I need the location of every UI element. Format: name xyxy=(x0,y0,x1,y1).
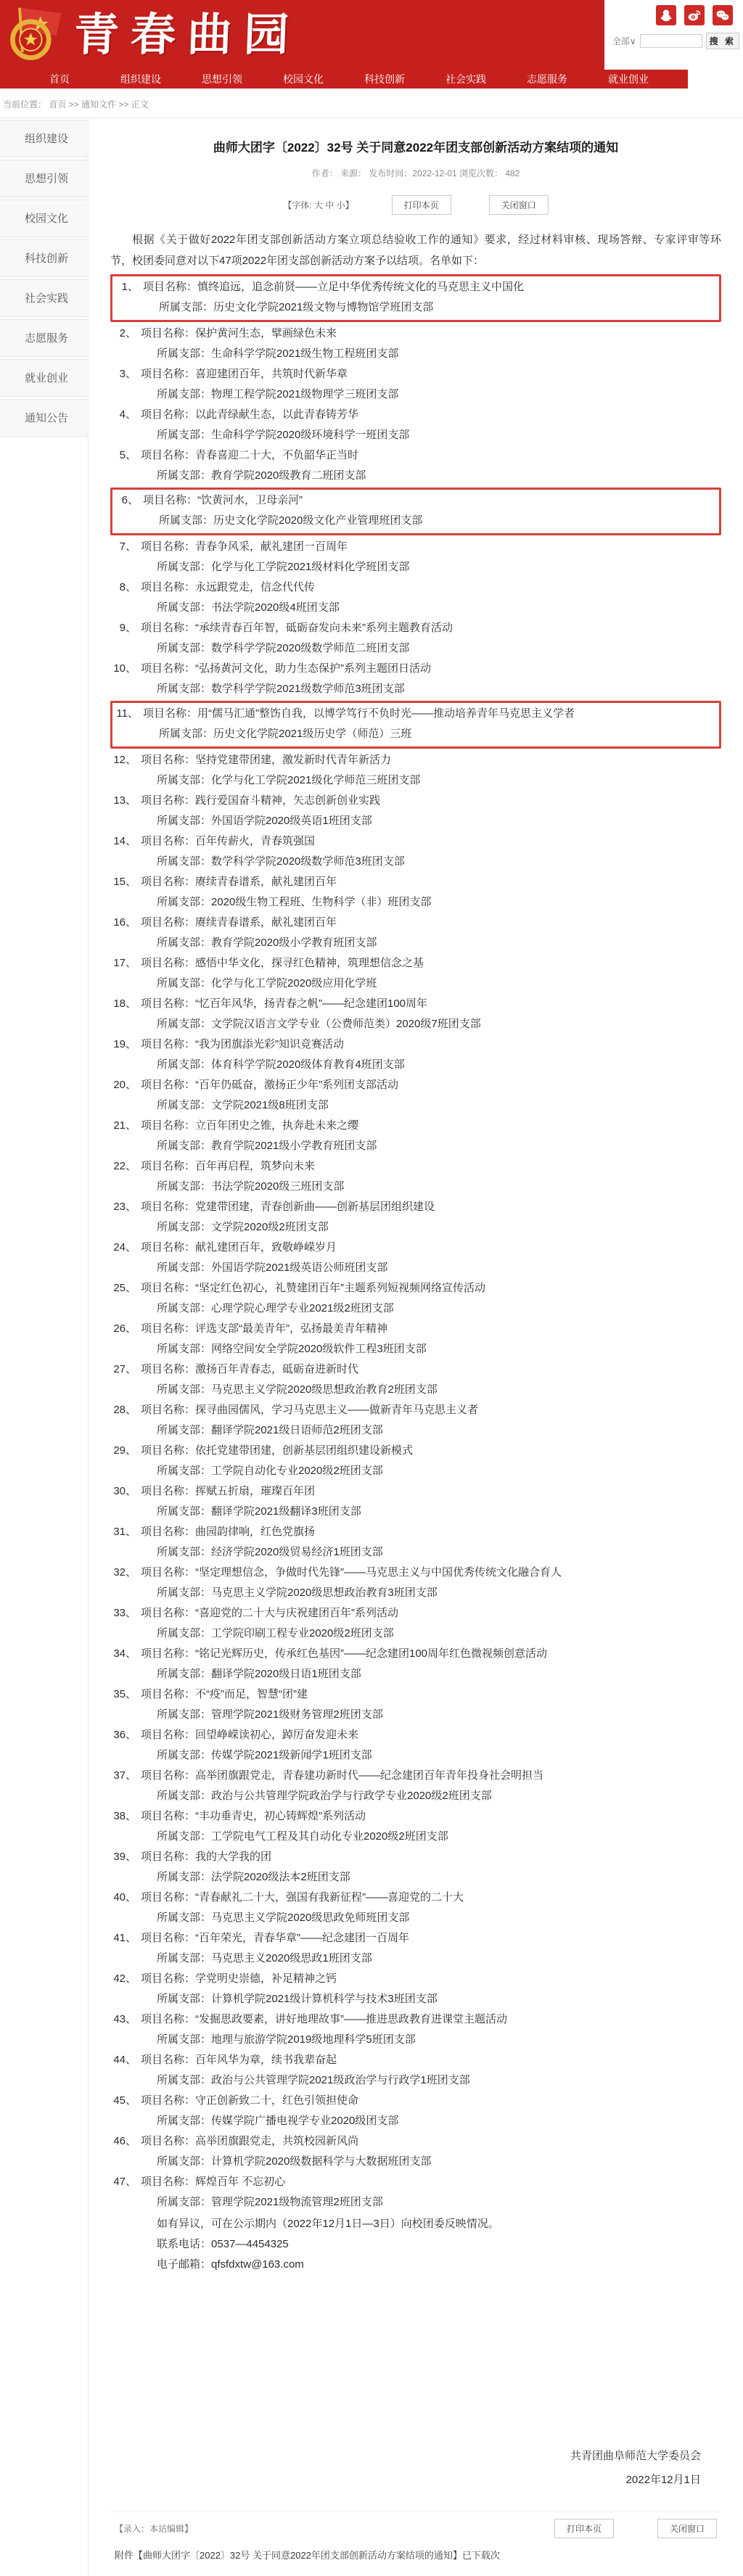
item-project-name: 项目名称：慎终追远，追念前贤——立足中华优秀传统文化的马克思主义中国化 xyxy=(143,281,525,293)
project-item-30 xyxy=(110,1481,721,1522)
item-project-name: 项目名称：百年风华为章，续书我辈奋起 xyxy=(141,2054,337,2066)
sidebar-item-2[interactable]: 思想引领 xyxy=(0,160,88,197)
sidebar-item-7[interactable]: 就业创业 xyxy=(0,359,88,397)
nav-item-7[interactable]: 志愿服务 xyxy=(527,73,567,85)
wechat-icon[interactable] xyxy=(713,5,733,25)
item-branch: 所属支部：计算机学院2020级数据科学与大数据班团支部 xyxy=(157,2155,432,2168)
project-item-20 xyxy=(110,1075,721,1116)
project-item-8 xyxy=(110,577,721,618)
project-item-33 xyxy=(110,1603,721,1644)
item-number: 35、 xyxy=(113,1688,136,1700)
item-number: 20、 xyxy=(113,1079,136,1091)
item-number: 28、 xyxy=(113,1404,136,1416)
item-project-name: 项目名称：“喜迎党的二十大与庆祝建团百年”系列活动 xyxy=(141,1607,398,1619)
item-project-name: 项目名称：依托党建带团建，创新基层团组织建设新模式 xyxy=(141,1444,414,1457)
project-item-34 xyxy=(110,1644,721,1684)
item-branch: 所属支部：化学与化工学院2020级应用化学班 xyxy=(157,977,377,989)
item-project-name: 项目名称：“坚定红色初心，礼赞建团百年”主题系列短视频网络宣传活动 xyxy=(141,1282,485,1294)
item-branch: 所属支部：生命科学学院2021级生物工程班团支部 xyxy=(157,347,399,360)
item-number: 38、 xyxy=(113,1810,136,1822)
qq-icon[interactable] xyxy=(656,5,676,25)
item-number: 17、 xyxy=(113,957,136,969)
item-number: 44、 xyxy=(113,2054,136,2066)
item-branch: 所属支部：马克思主义学院2020级思想政治教育3班团支部 xyxy=(157,1587,438,1599)
item-branch: 所属支部：书法学院2020级三班团支部 xyxy=(157,1180,345,1193)
item-number: 29、 xyxy=(113,1444,136,1457)
note-line-1: 如有异议，可在公示期内（2022年12月1日—3日）向校团委反映情况。 xyxy=(157,2218,499,2230)
project-item-25 xyxy=(110,1278,721,1319)
item-project-name: 项目名称：高举团旗跟党走，共筑校园新风尚 xyxy=(141,2135,359,2147)
weibo-icon[interactable] xyxy=(684,5,705,25)
project-item-42 xyxy=(110,1969,721,2009)
item-number: 5、 xyxy=(119,449,136,461)
project-item-38 xyxy=(110,1806,721,1847)
item-project-name: 项目名称：高举团旗跟党走，青春建功新时代——纪念建团百年青年投身社会明担当 xyxy=(141,1769,544,1782)
item-project-name: 项目名称：以此青绿献生态，以此青春铸芳华 xyxy=(141,408,359,421)
item-project-name: 项目名称：“饮黄河水，卫母亲河” xyxy=(143,494,303,506)
nav-item-5[interactable]: 科技创新 xyxy=(364,73,405,85)
item-branch: 所属支部：工学院电气工程及其自动化专业2020级2班团支部 xyxy=(157,1830,448,1843)
project-item-10 xyxy=(110,659,721,699)
item-project-name: 项目名称：青春争风采，献礼建团一百周年 xyxy=(141,540,348,553)
item-number: 3、 xyxy=(119,368,136,380)
print-button[interactable]: 打印本页 xyxy=(392,195,451,215)
item-project-name: 项目名称：“我为团旗添光彩”知识竞赛活动 xyxy=(141,1038,344,1050)
item-project-name: 项目名称：我的大学我的团 xyxy=(141,1851,272,1863)
item-branch: 所属支部：翻译学院2021级日语师范2班团支部 xyxy=(157,1424,383,1436)
project-item-32 xyxy=(110,1563,721,1603)
project-item-23 xyxy=(110,1197,721,1238)
project-item-12 xyxy=(110,750,721,791)
item-number: 6、 xyxy=(121,494,139,506)
item-number: 2、 xyxy=(119,327,136,340)
content-layout xyxy=(0,118,743,2576)
item-number: 43、 xyxy=(113,2013,136,2025)
item-branch: 所属支部：书法学院2020级4班团支部 xyxy=(157,601,340,614)
item-branch: 所属支部：政治与公共管理学院2021级政治学与行政学1班团支部 xyxy=(157,2074,470,2086)
item-project-name: 项目名称：践行爱国奋斗精神，矢志创新创业实践 xyxy=(141,794,381,807)
project-item-46 xyxy=(110,2131,721,2172)
project-item-31 xyxy=(110,1522,721,1563)
item-branch: 所属支部：传媒学院2021级新闻学1班团支部 xyxy=(157,1749,372,1761)
item-branch: 所属支部：法学院2020级法本2班团支部 xyxy=(157,1871,350,1883)
project-item-11 xyxy=(110,701,721,749)
project-item-3 xyxy=(110,364,721,405)
item-project-name: 项目名称：“忆百年风华，扬青春之帆”——纪念建团100周年 xyxy=(141,997,428,1010)
item-branch: 所属支部：管理学院2021级财务管理2班团支部 xyxy=(157,1708,383,1721)
project-item-5 xyxy=(110,445,721,486)
item-project-name: 项目名称：喜迎建团百年，共筑时代新华章 xyxy=(141,368,348,380)
item-project-name: 项目名称：挥赋五折扇，璀璨百年团 xyxy=(141,1485,316,1497)
item-number: 24、 xyxy=(113,1241,136,1254)
breadcrumb: 当前位置： 首页 >> 通知文件 >> 正文 xyxy=(3,99,149,110)
item-project-name: 项目名称：“发掘思政要素，讲好地理故事”——推进思政教育进课堂主题活动 xyxy=(141,2013,507,2025)
footer-close-button[interactable]: 关闭窗口 xyxy=(657,2519,717,2538)
item-branch: 所属支部：马克思主义学院2020级思政免师班团支部 xyxy=(157,1912,410,1924)
site-title: 青春曲园 xyxy=(73,8,302,61)
project-item-2 xyxy=(110,324,721,364)
item-branch: 所属支部：数学科学学院2020级数学师范3班团支部 xyxy=(157,855,405,868)
item-number: 34、 xyxy=(113,1647,136,1660)
item-number: 46、 xyxy=(113,2135,136,2147)
article xyxy=(88,118,743,2576)
project-item-39 xyxy=(110,1847,721,1888)
project-item-36 xyxy=(110,1725,721,1766)
item-branch: 所属支部：翻译学院2021级翻译3班团支部 xyxy=(157,1505,361,1518)
item-number: 10、 xyxy=(113,662,136,675)
item-branch: 所属支部：历史文化学院2021级文物与博物馆学班团支部 xyxy=(159,301,434,313)
nav-item-3[interactable]: 思想引领 xyxy=(202,73,242,85)
item-branch: 所属支部：网络空间安全学院2020级软件工程3班团支部 xyxy=(157,1343,427,1355)
item-project-name: 项目名称：“百年荣光，青春华章”——纪念建团一百周年 xyxy=(141,1932,409,1944)
item-branch: 所属支部：文学院2021级8班团支部 xyxy=(157,1099,329,1111)
item-project-name: 项目名称：“承续青春百年智，砥砺奋发向未来”系列主题教育活动 xyxy=(141,622,453,634)
item-number: 14、 xyxy=(113,835,136,847)
article-intro: 根据《关于做好2022年团支部创新活动方案立项总结验收工作的通知》要求，经过材料审核、现场答辩、专家评审等环节，校团委同意对以下47项2022年团支部创新活动方案予以结项。名单如下： xyxy=(110,234,721,267)
project-item-35 xyxy=(110,1684,721,1725)
item-branch: 所属支部：计算机学院2021级计算机科学与技术3班团支部 xyxy=(157,1993,438,2005)
item-branch: 所属支部：政治与公共管理学院政治学与行政学专业2020级2班团支部 xyxy=(157,1790,492,1802)
search-button[interactable]: 搜 索 xyxy=(706,33,739,49)
project-item-37 xyxy=(110,1766,721,1806)
item-number: 13、 xyxy=(113,794,136,807)
item-number: 39、 xyxy=(113,1851,136,1863)
signature-date: 2022年12月1日 xyxy=(625,2474,701,2486)
item-project-name: 项目名称：青春喜迎二十大，不负韶华正当时 xyxy=(141,449,359,461)
footer-print-button[interactable]: 打印本页 xyxy=(554,2519,614,2538)
item-project-name: 项目名称：立百年团史之锥，执奔赴未来之缨 xyxy=(141,1119,359,1132)
item-branch: 所属支部：化学与化工学院2021级化学师范三班团支部 xyxy=(157,774,421,786)
page-title: 曲师大团字〔2022〕32号 关于同意2022年团支部创新活动方案结项的通知 xyxy=(213,141,619,155)
project-item-26 xyxy=(110,1319,721,1359)
sidebar-item-8[interactable]: 通知公告 xyxy=(0,399,88,437)
item-branch: 所属支部：外国语学院2020级英语1班团支部 xyxy=(157,815,372,827)
item-number: 21、 xyxy=(113,1119,136,1132)
project-list xyxy=(110,274,721,2213)
item-project-name: 项目名称：用“儒马汇通”整饬自我，以博学笃行不负时光——推动培养青年马克思主义学者 xyxy=(143,707,575,720)
signature-org: 共青团曲阜师范大学委员会 xyxy=(570,2450,701,2462)
item-branch: 所属支部：体育科学学院2020级体育教育4班团支部 xyxy=(157,1058,405,1071)
sidebar-item-6[interactable]: 志愿服务 xyxy=(0,319,88,357)
project-item-15 xyxy=(110,872,721,913)
nav-item-1[interactable]: 首页 xyxy=(49,73,70,85)
item-number: 18、 xyxy=(113,997,136,1010)
item-project-name: 项目名称：献礼建团百年，致敬峥嵘岁月 xyxy=(141,1241,337,1254)
article-notes xyxy=(110,2214,721,2275)
item-project-name: 项目名称：守正创新致二十，红色引领担使命 xyxy=(141,2094,359,2107)
item-project-name: 项目名称：评选支部“最美青年”，弘扬最美青年精神 xyxy=(141,1322,387,1335)
item-project-name: 项目名称：保护黄河生态，擘画绿色未来 xyxy=(141,327,337,340)
item-branch: 所属支部：数学科学学院2021级数学师范3班团支部 xyxy=(157,683,405,695)
item-project-name: 项目名称：赓续青春谱系，献礼建团百年 xyxy=(141,916,337,929)
project-item-47 xyxy=(110,2172,721,2213)
item-branch: 所属支部：文学院汉语言文学专业（公费师范类）2020级7班团支部 xyxy=(157,1018,481,1030)
item-branch: 所属支部：教育学院2021级小学教育班团支部 xyxy=(157,1140,377,1152)
item-branch: 所属支部：生命科学学院2020级环境科学一班团支部 xyxy=(157,429,410,441)
item-number: 11、 xyxy=(116,707,139,720)
item-number: 9、 xyxy=(119,622,136,634)
item-branch: 所属支部：翻译学院2020级日语1班团支部 xyxy=(157,1668,361,1680)
item-project-name: 项目名称：辉煌百年 不忘初心 xyxy=(141,2176,286,2188)
league-emblem-icon xyxy=(4,4,67,66)
project-item-4 xyxy=(110,405,721,445)
item-project-name: 项目名称：学党明史崇德，补足精神之钙 xyxy=(141,1972,337,1985)
sidebar-item-1[interactable]: 组织建设 xyxy=(0,120,88,157)
item-number: 45、 xyxy=(113,2094,136,2107)
item-branch: 所属支部：数学科学学院2020级数学师范二班团支部 xyxy=(157,642,410,654)
item-branch: 所属支部：地理与旅游学院2019级地理科学5班团支部 xyxy=(157,2033,416,2046)
project-item-40 xyxy=(110,1888,721,1928)
item-branch: 所属支部：教育学院2020级教育二班团支部 xyxy=(157,469,366,482)
item-project-name: 项目名称：感悟中华文化，探寻红色精神，筑理想信念之基 xyxy=(141,957,424,969)
item-number: 19、 xyxy=(113,1038,136,1050)
item-branch: 所属支部：2020级生物工程班、生物科学（非）班团支部 xyxy=(157,896,432,908)
nav-item-6[interactable]: 社会实践 xyxy=(446,73,486,85)
item-project-name: 项目名称：“丰功垂青史，初心铸辉煌”系列活动 xyxy=(141,1810,366,1822)
item-branch: 所属支部：管理学院2021级物流管理2班团支部 xyxy=(157,2196,383,2208)
item-number: 8、 xyxy=(119,581,136,593)
item-number: 4、 xyxy=(119,408,136,421)
item-branch: 所属支部：心理学院心理学专业2021级2班团支部 xyxy=(157,1302,394,1314)
sidebar-item-5[interactable]: 社会实践 xyxy=(0,279,88,317)
note-line-3: 电子邮箱：qfsfdxtw@163.com xyxy=(157,2258,304,2271)
item-number: 42、 xyxy=(113,1972,136,1985)
article-meta: 作者： 来源： 发布时间：2022-12-01 浏览次数： 482 xyxy=(311,168,520,178)
item-number: 1、 xyxy=(121,281,139,293)
item-number: 26、 xyxy=(113,1322,136,1335)
item-project-name: 项目名称：回望峥嵘读初心，踔厉奋发迎未来 xyxy=(141,1729,359,1741)
item-project-name: 项目名称：“铭记光辉历史，传承红色基因”——纪念建团100周年红色微视频创意活动 xyxy=(141,1647,548,1660)
chevron-down-icon: ∨ xyxy=(629,36,636,46)
item-project-name: 项目名称：“坚定理想信念，争做时代先锋”——马克思主义与中国优秀传统文化融合育人 xyxy=(141,1566,562,1579)
project-item-44 xyxy=(110,2050,721,2091)
search-bar xyxy=(605,33,743,49)
item-number: 27、 xyxy=(113,1363,136,1375)
item-project-name: 项目名称：百年再启程，筑梦向未来 xyxy=(141,1160,316,1172)
project-item-7 xyxy=(110,537,721,577)
item-number: 16、 xyxy=(113,916,136,929)
item-project-name: 项目名称：“百年仍砥奋，激扬正少年”系列团支部活动 xyxy=(141,1079,398,1091)
project-item-1 xyxy=(110,274,721,322)
item-branch: 所属支部：物理工程学院2021级物理学三班团支部 xyxy=(157,388,399,400)
item-number: 22、 xyxy=(113,1160,136,1172)
item-branch: 所属支部：传媒学院广播电视学专业2020级团支部 xyxy=(157,2115,399,2127)
item-number: 40、 xyxy=(113,1891,136,1904)
item-number: 37、 xyxy=(113,1769,136,1782)
project-item-17 xyxy=(110,953,721,994)
search-scope-dropdown[interactable]: 全部∨ xyxy=(612,36,636,46)
project-item-9 xyxy=(110,618,721,659)
item-project-name: 项目名称：不“疫”而足，智慧“团”建 xyxy=(141,1688,308,1700)
note-line-2: 联系电话：0537—4454325 xyxy=(157,2238,289,2250)
item-branch: 所属支部：文学院2020级2班团支部 xyxy=(157,1221,329,1233)
project-item-19 xyxy=(110,1034,721,1075)
sidebar-item-3[interactable]: 校园文化 xyxy=(0,199,88,237)
project-item-16 xyxy=(110,913,721,953)
item-project-name: 项目名称：激扬百年青春志，砥砺奋进新时代 xyxy=(141,1363,359,1375)
main-nav xyxy=(0,70,688,89)
item-number: 36、 xyxy=(113,1729,136,1741)
footer-bar xyxy=(110,2511,721,2545)
item-branch: 所属支部：马克思主义学院2020级思想政治教育2班团支部 xyxy=(157,1383,438,1396)
item-branch: 所属支部：马克思主义2020级思政1班团支部 xyxy=(157,1952,372,1964)
project-item-27 xyxy=(110,1359,721,1400)
close-button[interactable]: 关闭窗口 xyxy=(489,195,549,215)
item-project-name: 项目名称：探寻曲园儒风，学习马克思主义——做新青年马克思主义者 xyxy=(141,1404,479,1416)
site-banner xyxy=(0,0,604,70)
project-item-41 xyxy=(110,1928,721,1969)
item-project-name: 项目名称：百年传薪火，青春筑强国 xyxy=(141,835,316,847)
item-number: 23、 xyxy=(113,1201,136,1213)
signature-block xyxy=(110,2448,721,2487)
search-input[interactable] xyxy=(640,34,702,48)
item-number: 41、 xyxy=(113,1932,136,1944)
item-branch: 所属支部：工学院自动化专业2020级2班团支部 xyxy=(157,1465,383,1477)
item-branch: 所属支部：工学院印刷工程专业2020级2班团支部 xyxy=(157,1627,394,1639)
site-header xyxy=(0,0,743,70)
item-branch: 所属支部：历史文化学院2021级历史学（师范）三班 xyxy=(159,728,412,740)
item-number: 32、 xyxy=(113,1566,136,1579)
item-branch: 所属支部：教育学院2020级小学教育班团支部 xyxy=(157,937,377,949)
item-project-name: 项目名称：“弘扬黄河文化，助力生态保护”系列主题团日活动 xyxy=(141,662,431,675)
nav-item-8[interactable]: 就业创业 xyxy=(608,73,649,85)
project-item-21 xyxy=(110,1116,721,1156)
project-item-22 xyxy=(110,1156,721,1197)
item-number: 7、 xyxy=(119,540,136,553)
article-toolbar xyxy=(110,195,721,215)
entry-info: 【录入：本站编辑】 xyxy=(115,2524,194,2534)
project-item-28 xyxy=(110,1400,721,1441)
nav-item-4[interactable]: 校园文化 xyxy=(283,73,324,85)
item-number: 30、 xyxy=(113,1485,136,1497)
item-number: 12、 xyxy=(113,754,136,766)
project-item-45 xyxy=(110,2091,721,2131)
item-project-name: 项目名称：“青春献礼二十大，强国有我新征程”——喜迎党的二十大 xyxy=(141,1891,464,1904)
item-branch: 所属支部：化学与化工学院2021级材料化学班团支部 xyxy=(157,561,410,573)
project-item-18 xyxy=(110,994,721,1034)
item-project-name: 项目名称：坚持党建带团建，激发新时代青年新活力 xyxy=(141,754,392,766)
item-project-name: 项目名称：永远跟党走，信念代代传 xyxy=(141,581,316,593)
project-item-43 xyxy=(110,2009,721,2050)
item-branch: 所属支部：历史文化学院2020级文化产业管理班团支部 xyxy=(159,514,423,527)
project-item-14 xyxy=(110,831,721,872)
item-number: 47、 xyxy=(113,2176,136,2188)
item-number: 25、 xyxy=(113,1282,136,1294)
project-item-24 xyxy=(110,1238,721,1278)
project-item-6 xyxy=(110,487,721,535)
sidebar xyxy=(0,118,88,2576)
attachment-link[interactable]: 附件【曲师大团字〔2022〕32号 关于同意2022年团支部创新活动方案结项的通知】已下载次 xyxy=(115,2550,500,2561)
project-item-13 xyxy=(110,791,721,831)
project-item-29 xyxy=(110,1441,721,1481)
header-tools xyxy=(605,0,743,70)
item-number: 31、 xyxy=(113,1526,136,1538)
item-number: 33、 xyxy=(113,1607,136,1619)
font-size-control[interactable]: 【字体: 大 中 小】 xyxy=(283,200,354,210)
item-branch: 所属支部：经济学院2020级贸易经济1班团支部 xyxy=(157,1546,383,1558)
item-branch: 所属支部：外国语学院2021级英语公师班团支部 xyxy=(157,1262,388,1274)
social-icons xyxy=(605,0,743,25)
item-project-name: 项目名称：赓续青春谱系，献礼建团百年 xyxy=(141,876,337,888)
item-project-name: 项目名称：党建带团建，青春创新曲——创新基层团组织建设 xyxy=(141,1201,435,1213)
item-number: 15、 xyxy=(113,876,136,888)
item-project-name: 项目名称：曲园韵律响，红色党旗扬 xyxy=(141,1526,316,1538)
sidebar-item-4[interactable]: 科技创新 xyxy=(0,239,88,277)
nav-item-2[interactable]: 组织建设 xyxy=(120,73,161,85)
